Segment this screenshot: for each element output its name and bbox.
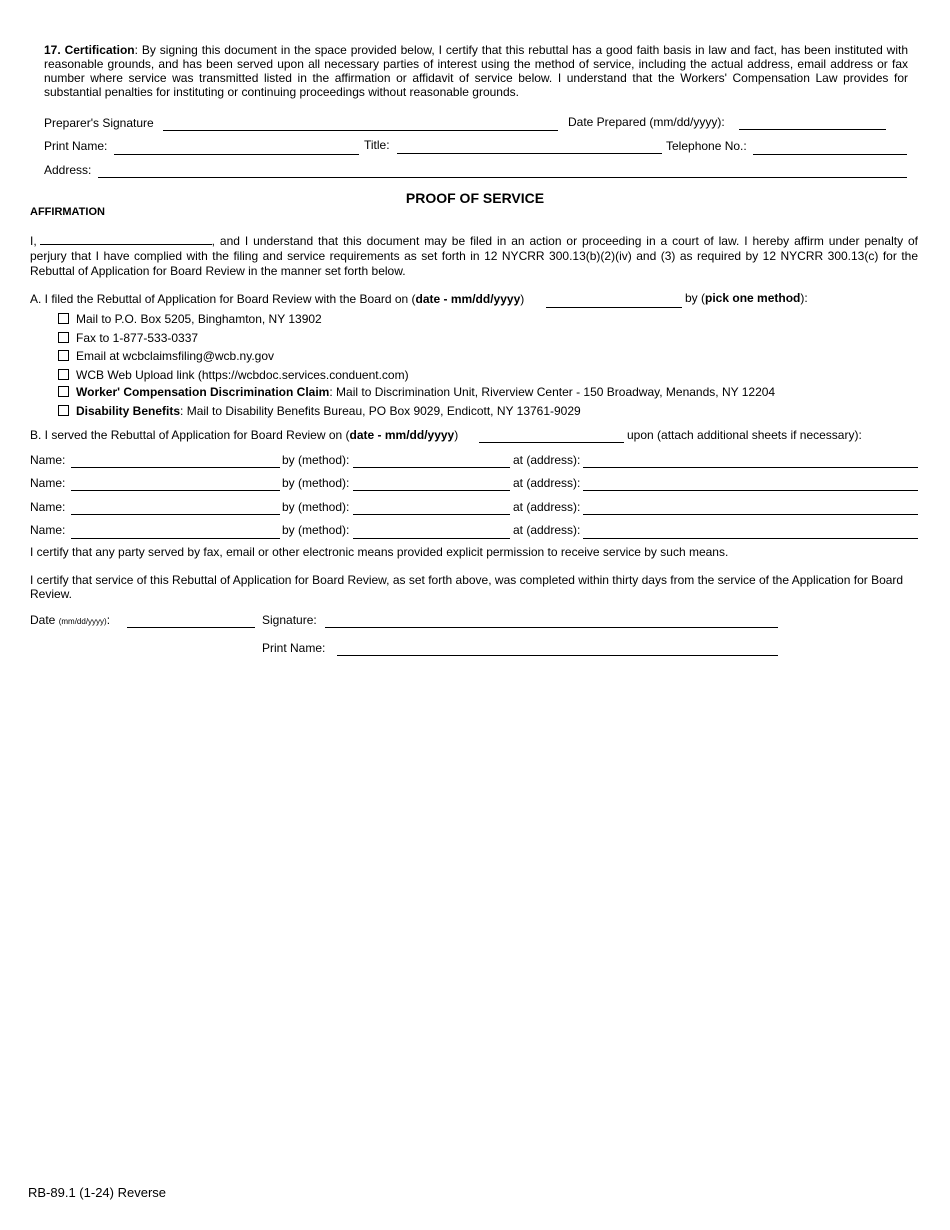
footer-print-name-label: Print Name: <box>262 641 326 655</box>
method-disability-label <box>76 404 581 418</box>
section-b-date-format: date - mm/dd/yyyy <box>349 428 455 442</box>
option-text: Mail to P.O. Box 5205, Binghamton, NY 13902 <box>76 312 322 326</box>
method-web-upload-checkbox[interactable] <box>58 369 69 380</box>
preparer-signature-label: Preparer's Signature <box>44 116 154 130</box>
section-a-text: A. I filed the Rebuttal of Application for Board Review with the Board on ( <box>30 292 416 306</box>
method-discrimination-checkbox[interactable] <box>58 386 69 397</box>
method-fax-checkbox[interactable] <box>58 332 69 343</box>
service-name-label: Name: <box>30 523 66 537</box>
option-text: : Mail to Discrimination Unit, Riverview Center - 150 Broadway, Menands, NY 12204 <box>329 385 776 399</box>
affirmation-paragraph <box>30 233 918 279</box>
service-address-label: at (address): <box>513 453 581 467</box>
footer-date-word: Date <box>30 613 56 627</box>
telephone-label: Telephone No.: <box>666 139 747 153</box>
footer-signature-field[interactable] <box>325 627 778 628</box>
served-date-field[interactable] <box>479 442 624 443</box>
method-web-upload-label <box>76 368 409 382</box>
service-address-label: at (address): <box>513 476 581 490</box>
service-name-label: Name: <box>30 453 66 467</box>
section-a-date-format: date - mm/dd/yyyy <box>415 292 521 306</box>
print-name-label: Print Name: <box>44 139 108 153</box>
method-mail-label <box>76 312 322 326</box>
service-method-label: by (method): <box>282 453 350 467</box>
telephone-field[interactable] <box>753 154 907 155</box>
certification-heading: 17. Certification <box>44 43 135 57</box>
affirmation-prefix: I, <box>30 234 37 248</box>
certification-paragraph <box>44 43 908 99</box>
service-name-field[interactable] <box>71 490 280 491</box>
service-name-field[interactable] <box>71 514 280 515</box>
service-method-label: by (method): <box>282 476 350 490</box>
footer-date-field[interactable] <box>127 627 255 628</box>
section-b-statement <box>30 428 458 442</box>
method-email-checkbox[interactable] <box>58 350 69 361</box>
option-text: : Mail to Disability Benefits Bureau, PO Box 9029, Endicott, NY 13761-9029 <box>180 404 581 418</box>
service-address-field[interactable] <box>583 538 918 539</box>
form-id: RB-89.1 (1-24) Reverse <box>28 1185 166 1200</box>
footer-print-name-field[interactable] <box>337 655 778 656</box>
service-address-label: at (address): <box>513 523 581 537</box>
print-name-field[interactable] <box>114 154 359 155</box>
footer-date-format: (mm/dd/yyyy) <box>58 617 107 626</box>
service-method-label: by (method): <box>282 523 350 537</box>
option-bold: Disability Benefits <box>76 404 181 418</box>
address-field[interactable] <box>98 177 907 178</box>
certify-electronic-text: I certify that any party served by fax, email or other electronic means provided explicit permission to receive service by such means. <box>30 545 729 559</box>
title-field[interactable] <box>397 153 662 154</box>
section-b-close: ) <box>454 428 459 442</box>
affirmant-name-field[interactable] <box>40 233 212 245</box>
service-method-field[interactable] <box>353 467 510 468</box>
title-label: Title: <box>364 138 390 152</box>
proof-of-service-title: PROOF OF SERVICE <box>405 190 545 206</box>
option-bold: Worker' Compensation Discrimination Claim <box>76 385 330 399</box>
preparer-signature-field[interactable] <box>163 130 558 131</box>
method-disability-checkbox[interactable] <box>58 405 69 416</box>
affirmation-body: , and I understand that this document may be filed in an action or proceeding in a court of law. I hereby affirm under penalty of perjury that I have complied with the filing and service requirements as set forth in 12 NYCRR 300.13(b)(2)(iv) and (3) as required by 12 NYCRR 300.13(c) for the Rebuttal of Application for Board Review in the manner set forth below. <box>30 234 918 278</box>
footer-signature-label: Signature: <box>262 613 317 627</box>
service-address-field[interactable] <box>583 467 918 468</box>
upon-text: upon (attach additional sheets if necessary): <box>627 428 862 442</box>
footer-date-colon: : <box>106 613 111 627</box>
service-address-label: at (address): <box>513 500 581 514</box>
certification-body: : By signing this document in the space provided below, I certify that this rebuttal has a good faith basis in law and fact, has been instituted with reasonable grounds, and has been served upon all necessary parties of interest using the method of service, including the actual address, email address or fax number where service was transmitted listed in the affirmation or affidavit of service below. I understand that the Workers' Compensation Law provides for substantial penalties for instituting or continuing proceedings without reasonable grounds. <box>44 43 908 99</box>
option-text: Fax to 1-877-533-0337 <box>76 331 199 345</box>
date-prepared-label: Date Prepared (mm/dd/yyyy): <box>568 115 725 129</box>
service-name-field[interactable] <box>71 538 280 539</box>
date-prepared-field[interactable] <box>739 129 886 130</box>
option-text: Email at wcbclaimsfiling@wcb.ny.gov <box>76 349 275 363</box>
section-b-text: B. I served the Rebuttal of Application for Board Review on ( <box>30 428 350 442</box>
section-a-statement <box>30 292 524 306</box>
service-address-field[interactable] <box>583 514 918 515</box>
service-name-label: Name: <box>30 500 66 514</box>
address-label: Address: <box>44 163 92 177</box>
pick-method-by: by ( <box>685 291 706 305</box>
pick-method-text <box>685 291 808 305</box>
method-email-label <box>76 349 274 363</box>
section-a-close: ) <box>520 292 525 306</box>
filed-date-field[interactable] <box>546 307 682 308</box>
method-mail-checkbox[interactable] <box>58 313 69 324</box>
method-fax-label <box>76 331 198 345</box>
pick-method-close: ): <box>800 291 808 305</box>
footer-date-label <box>30 613 110 629</box>
service-method-field[interactable] <box>353 514 510 515</box>
affirmation-heading: AFFIRMATION <box>30 206 105 218</box>
certify-thirty-days-text: I certify that service of this Rebuttal of Application for Board Review, as set forth above, was completed within thirty days from the service of the Application for Board Review. <box>30 573 904 601</box>
service-address-field[interactable] <box>583 490 918 491</box>
method-discrimination-label <box>76 385 775 399</box>
option-text: WCB Web Upload link (https://wcbdoc.services.conduent.com) <box>76 368 409 382</box>
service-method-label: by (method): <box>282 500 350 514</box>
service-method-field[interactable] <box>353 538 510 539</box>
service-name-field[interactable] <box>71 467 280 468</box>
service-method-field[interactable] <box>353 490 510 491</box>
service-name-label: Name: <box>30 476 66 490</box>
pick-method-bold: pick one method <box>705 291 801 305</box>
